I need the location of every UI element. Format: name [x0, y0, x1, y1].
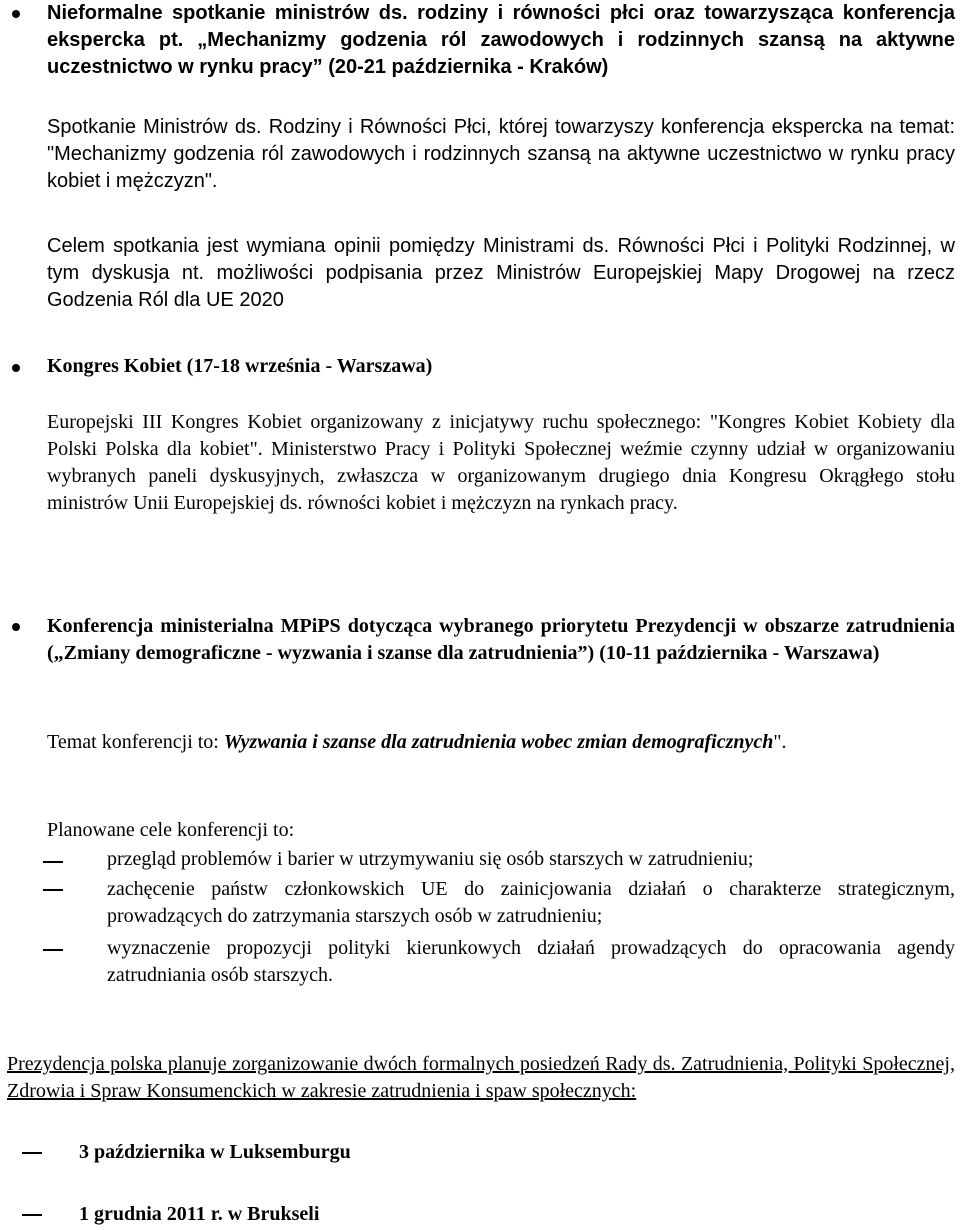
- section1-paragraph-1: Spotkanie Ministrów ds. Rodziny i Równości Płci, której towarzyszy konferencja ekspercka na temat: "Mechanizmy godzenia ról zawodowych i rodzinnych szansą na aktywne uczestnictwo w rynku pracy kobiet i mężczyzn".: [47, 116, 955, 192]
- topic-title: Wyzwania i szanse dla zatrudnienia wobec zmian demograficznych: [223, 731, 774, 753]
- bullet-dot: [12, 10, 20, 18]
- dash-marker: [43, 861, 63, 863]
- section4-intro: Prezydencja polska planuje zorganizowanie dwóch formalnych posiedzeń Rady ds. Zatrudnienia, Polityki Społecznej, Zdrowia i Spraw Konsumenckich w zakresie zatrudnienia i spaw społecznych:: [7, 1053, 955, 1102]
- topic-prefix: Temat konferencji to:: [47, 731, 224, 753]
- section1-heading: Nieformalne spotkanie ministrów ds. rodziny i równości płci oraz towarzysząca konferencja ekspercka pt. „Mechanizmy godzenia ról zawodowych i rodzinnych szansą na aktywne uczestnictwo w rynku pracy” (20-21 października - Kraków): [47, 2, 955, 78]
- section2-paragraph: Europejski III Kongres Kobiet organizowany z inicjatywy ruchu społecznego: "Kongres Kobiet Kobiety dla Polski Polska dla kobiet". Ministerstwo Pracy i Polityki Społecznej weźmie czynny udział w organizowaniu wybranych paneli dyskusyjnych, zwłaszcza w organizowanym drugiego dnia Kongresu Okrągłego stołu ministrów Unii Europejskiej ds. równości kobiet i mężczyzn na rynkach pracy.: [47, 411, 955, 514]
- dash-marker: [43, 889, 63, 891]
- section1-paragraph-2: Celem spotkania jest wymiana opinii pomiędzy Ministrami ds. Równości Płci i Polityki Rodzinnej, w tym dyskusja nt. możliwości podpisania przez Ministrów Europejskiej Mapy Drogowej na rzecz Godzenia Ról dla UE 2020: [47, 235, 955, 311]
- goal-item: zachęcenie państw członkowskich UE do zainicjowania działań o charakterze strategicznym, prowadzących do zatrzymania starszych osób w zatrudnieniu;: [107, 878, 955, 927]
- dash-marker: [22, 1214, 42, 1216]
- date-item: 1 grudnia 2011 r. w Brukseli: [79, 1203, 320, 1225]
- date-item: 3 października w Luksemburgu: [79, 1141, 351, 1163]
- section3-topic: [47, 729, 955, 756]
- topic-suffix: ".: [773, 731, 787, 753]
- section3-heading: Konferencja ministerialna MPiPS dotycząca wybranego priorytetu Prezydencji w obszarze zatrudnienia („Zmiany demograficzne - wyzwania i szanse dla zatrudnienia”) (10-11 października - Warszawa): [47, 615, 955, 664]
- dash-marker: [22, 1152, 42, 1154]
- goal-item: przegląd problemów i barier w utrzymywaniu się osób starszych w zatrudnieniu;: [107, 848, 754, 870]
- dash-marker: [43, 949, 63, 951]
- goals-intro: Planowane cele konferencji to:: [47, 819, 295, 841]
- bullet-dot: [12, 364, 20, 372]
- section2-heading: Kongres Kobiet (17-18 września - Warszawa): [47, 355, 433, 377]
- goal-item: wyznaczenie propozycji polityki kierunkowych działań prowadzących do opracowania agendy zatrudniania osób starszych.: [107, 937, 955, 986]
- bullet-dot: [12, 623, 20, 631]
